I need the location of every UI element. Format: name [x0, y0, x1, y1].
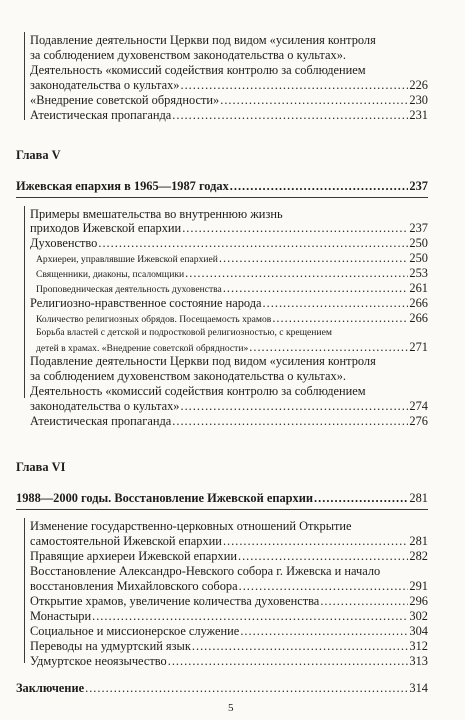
toc-entry[interactable]: Переводы на удмуртский язык ..... 312: [30, 638, 428, 654]
toc-subentry[interactable]: детей в храмах. «Внедрение советской обрядности» ..... 271: [36, 339, 428, 357]
toc-entry[interactable]: «Внедрение советской обрядности» ..... 230: [30, 92, 428, 108]
conclusion-entry[interactable]: Заключение ..... 314: [16, 680, 428, 696]
toc-line: Подавление деятельности Церкви под видом «усиления контроля: [30, 33, 376, 47]
toc-entry[interactable]: Правящие архиереи Ижевской епархии ..... 282: [30, 548, 428, 564]
toc-entry[interactable]: Социальное и миссионерское служение ..... 304: [30, 623, 428, 639]
toc-subentry[interactable]: Проповедническая деятельность духовенства ..... 261: [36, 280, 428, 298]
toc-line: Примеры вмешательства во внутреннюю жизнь: [30, 207, 283, 221]
chapter-title[interactable]: Ижевская епархия в 1965—1987 годах ..... 237: [16, 178, 428, 194]
toc-line: Изменение государственно-церковных отношений Открытие: [30, 519, 352, 533]
chapter-divider: [16, 509, 428, 510]
toc-entry[interactable]: Религиозно-нравственное состояние народа ..... 266: [30, 295, 428, 311]
toc-entry[interactable]: Атеистическая пропаганда ..... 231: [30, 107, 428, 123]
page-number: 5: [228, 702, 234, 714]
chapter-label: Глава V: [16, 148, 61, 162]
toc-entry[interactable]: Удмуртское неоязычество ..... 313: [30, 653, 428, 669]
toc-entry[interactable]: законодательства о культах» ..... 274: [30, 398, 428, 414]
toc-entry[interactable]: законодательства о культах» ..... 226: [30, 77, 428, 93]
toc-entry[interactable]: восстановления Михайловского собора ..... 291: [30, 578, 428, 594]
section-frame: [24, 32, 25, 120]
toc-line: Деятельность «комиссий содействия контролю за соблюдением: [30, 63, 366, 77]
toc-entry[interactable]: самостоятельной Ижевской епархии ..... 281: [30, 533, 428, 549]
toc-line: Подавление деятельности Церкви под видом «усиления контроля: [30, 354, 376, 368]
section-frame: [24, 206, 25, 398]
toc-entry[interactable]: Открытие храмов, увеличение количества духовенства ..... 296: [30, 593, 428, 609]
toc-subentry[interactable]: Архиереи, управлявшие Ижевской епархией ..... 250: [36, 250, 428, 268]
toc-line: Деятельность «комиссий содействия контролю за соблюдением: [30, 384, 366, 398]
chapter-label: Глава VI: [16, 460, 66, 474]
toc-line: Борьба властей с детской и подростковой религиозностью, с крещением: [36, 327, 332, 338]
toc-line: за соблюдением духовенством законодательства о культах».: [30, 369, 346, 383]
toc-subentry[interactable]: Священники, диаконы, псаломщики ..... 253: [36, 265, 428, 283]
toc-entry[interactable]: Духовенство ..... 250: [30, 235, 428, 251]
chapter-title[interactable]: 1988—2000 годы. Восстановление Ижевской епархии ..... 281: [16, 490, 428, 506]
toc-subentry[interactable]: Количество религиозных обрядов. Посещаемость храмов ..... 266: [36, 310, 428, 328]
toc-line: Восстановление Александро-Невского собора г. Ижевска и начало: [30, 564, 381, 578]
toc-entry[interactable]: Атеистическая пропаганда ..... 276: [30, 413, 428, 429]
chapter-divider: [16, 197, 428, 198]
toc-entry[interactable]: Монастыри ..... 302: [30, 608, 428, 624]
section-frame: [24, 518, 25, 663]
toc-line: за соблюдением духовенством законодательства о культах».: [30, 48, 346, 62]
toc-entry[interactable]: приходов Ижевской епархии ..... 237: [30, 220, 428, 236]
